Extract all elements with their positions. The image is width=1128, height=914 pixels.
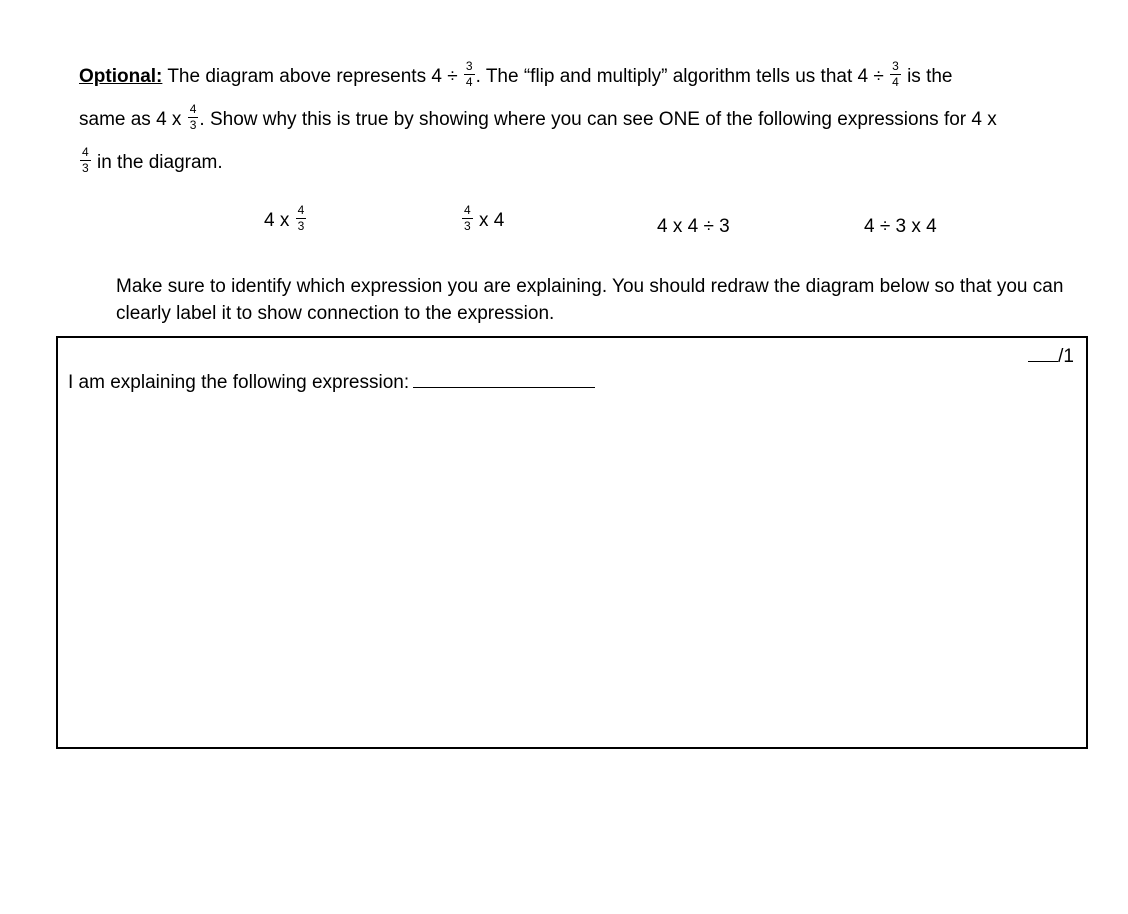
prompt-text-2a: same as 4 x <box>79 109 182 131</box>
optional-label: Optional: <box>79 66 163 88</box>
prompt-line-2 <box>79 102 997 134</box>
expression-1: 4 x $\frac{4}{3}$ <box>264 203 305 233</box>
expression-2: $\frac{4}{3}$ x 4 <box>464 203 505 233</box>
fraction-four-thirds: $\frac{4}{3}$ <box>189 102 197 132</box>
prompt-text-3a: in the diagram. <box>96 152 223 174</box>
prompt-line-3 <box>79 145 223 177</box>
score-field[interactable] <box>1028 344 1074 368</box>
prompt-text-1c: is the <box>907 66 953 88</box>
fraction-three-fourths: $\frac{3}{4}$ <box>892 59 899 89</box>
fraction-three-fourths: $\frac{3}{4}$ <box>465 59 473 89</box>
explain-prompt <box>68 370 595 394</box>
prompt-line-1 <box>79 59 953 91</box>
expression-answer-line[interactable] <box>413 370 595 388</box>
score-denominator: /1 <box>1058 346 1074 367</box>
expression-4: 4 ÷ 3 x 4 <box>864 216 937 237</box>
fraction-four-thirds: $\frac{4}{3}$ <box>82 145 89 175</box>
answer-box[interactable] <box>56 336 1088 749</box>
prompt-text-1a: The diagram above represents 4 ÷ <box>167 66 458 88</box>
fraction-four-thirds: $\frac{4}{3}$ <box>297 203 305 233</box>
instructions-text: Make sure to identify which expression you are explaining. You should redraw the diagram below so that you can clearly label it to show connection to the expression. <box>116 276 1064 324</box>
explain-label: I am explaining the following expression: <box>68 372 410 393</box>
prompt-text-2b: . Show why this is true by showing where you can see ONE of the following expressions for 4 x <box>199 109 997 131</box>
score-blank[interactable] <box>1028 344 1058 362</box>
expression-3: 4 x 4 ÷ 3 <box>657 216 730 237</box>
prompt-text-1b: . The “flip and multiply” algorithm tells us that 4 ÷ <box>475 66 884 88</box>
fraction-four-thirds: $\frac{4}{3}$ <box>464 203 471 233</box>
